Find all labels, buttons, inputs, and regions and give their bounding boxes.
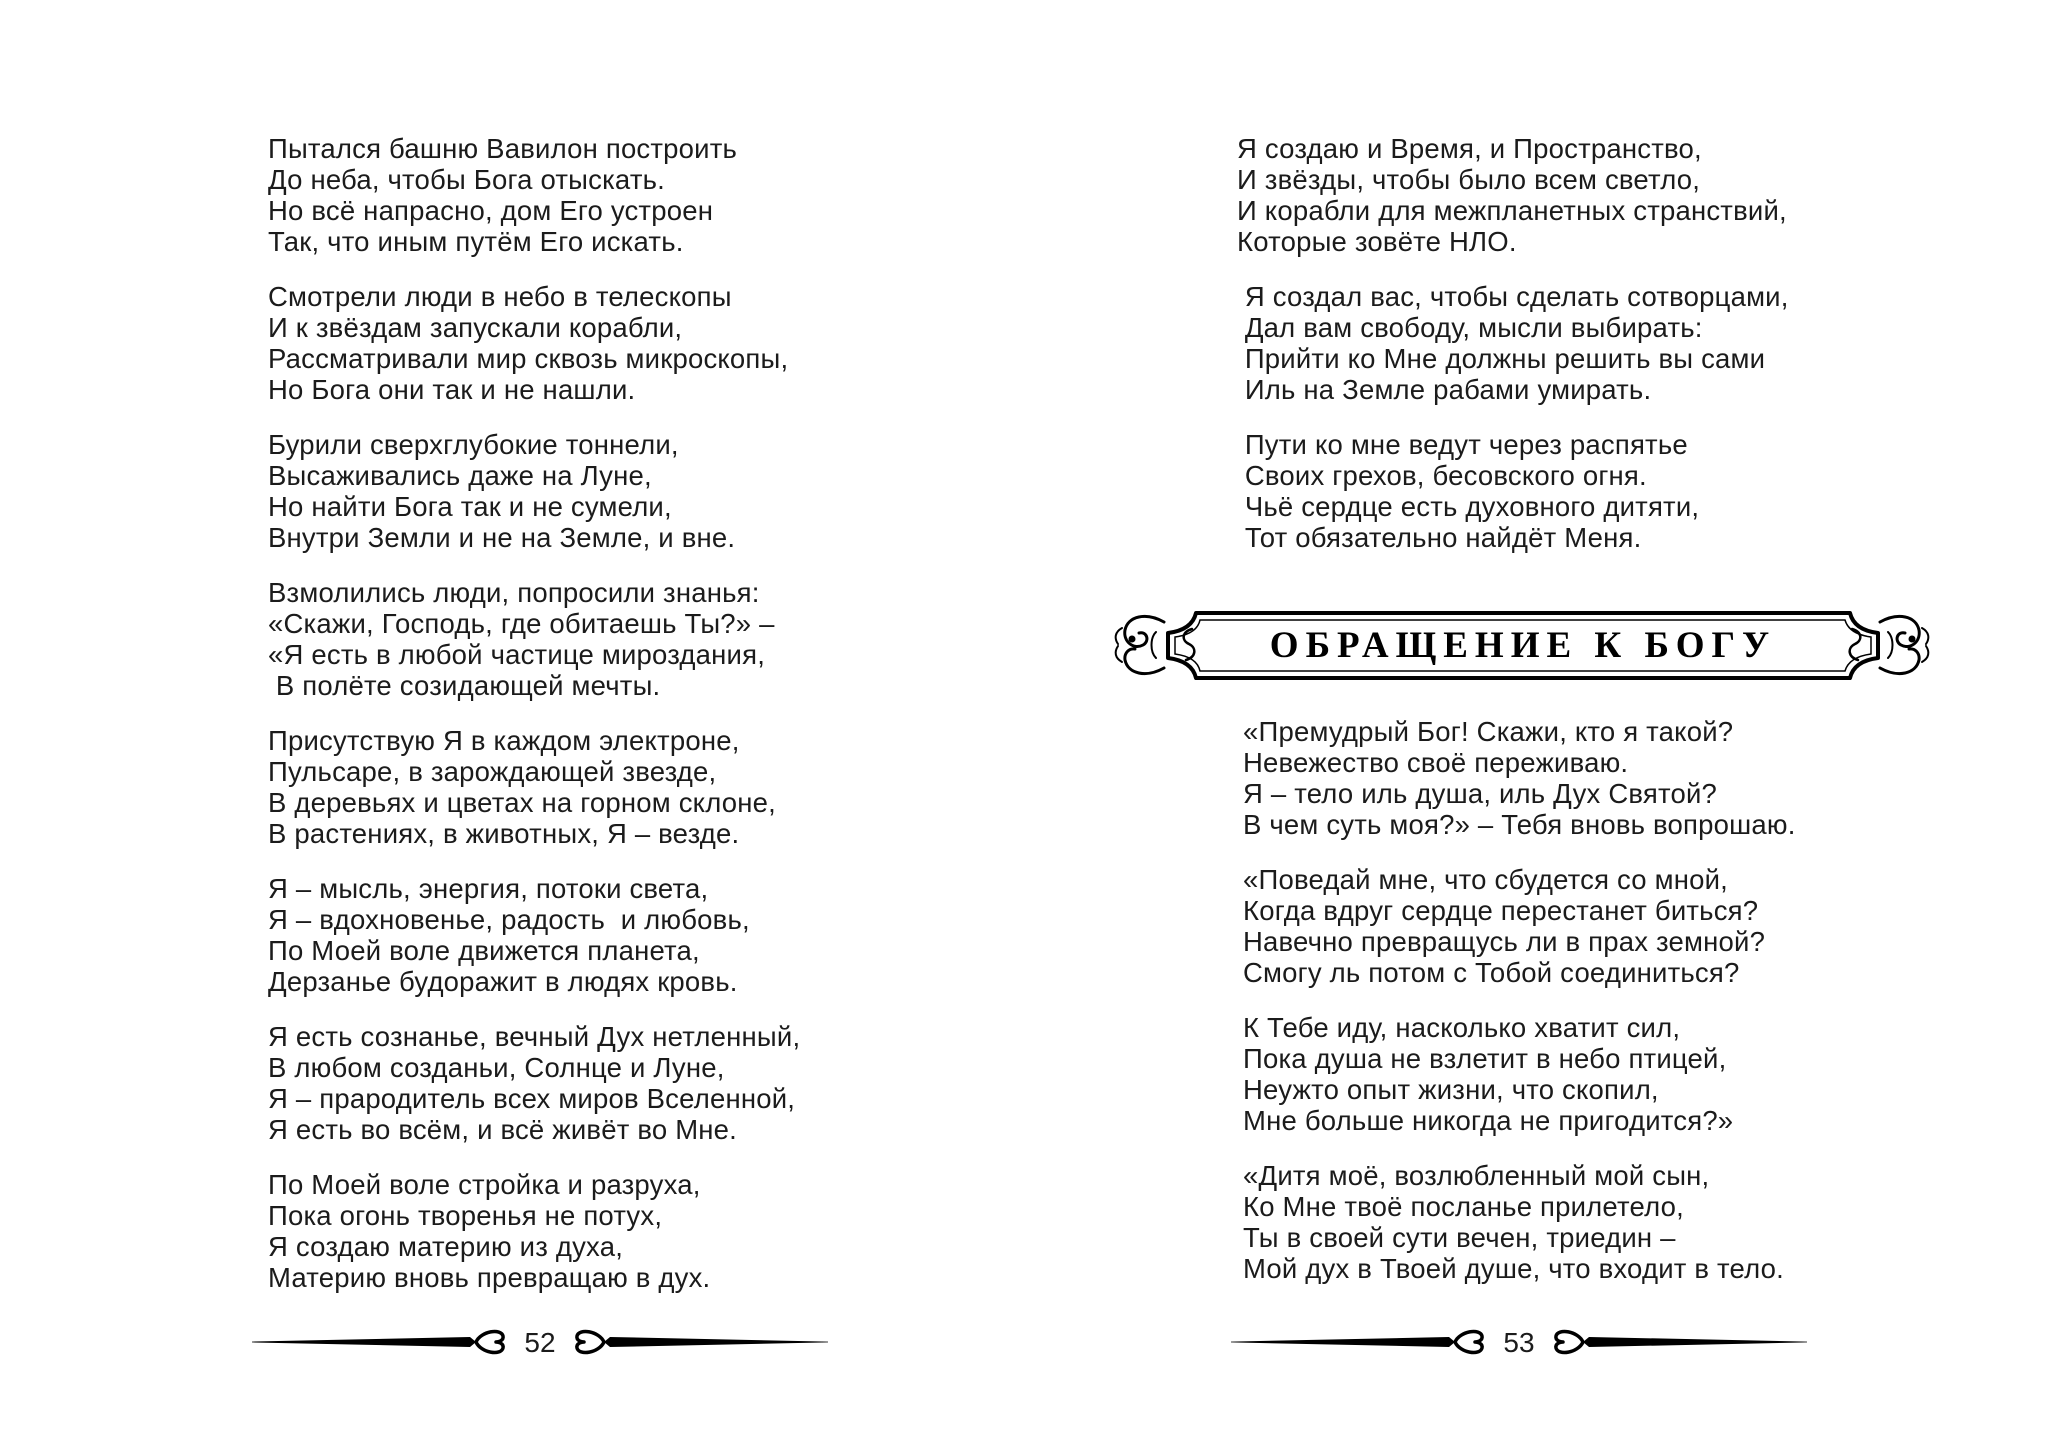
poem-line: Чьё сердце есть духовного дитяти, xyxy=(1237,491,1700,522)
heart-arrow-left-icon xyxy=(1455,1331,1482,1352)
poem-line: Так, что иным путём Его искать. xyxy=(268,226,684,257)
poem-line: Но всё напрасно, дом Его устроен xyxy=(268,195,714,226)
poem-stanza xyxy=(1243,864,1893,988)
poem-line: Присутствую Я в каждом электроне, xyxy=(268,725,740,756)
footer-rule-right-taper xyxy=(1583,1337,1807,1347)
poem-line: Неужто опыт жизни, что скопил, xyxy=(1243,1074,1659,1105)
poem-stanza xyxy=(1237,429,1887,553)
poem-line: Смогу ль потом с Тобой соединиться? xyxy=(1243,957,1740,988)
poem-line: Я – прародитель всех миров Вселенной, xyxy=(268,1083,796,1114)
poem-line: Я создал вас, чтобы сделать сотворцами, xyxy=(1237,281,1789,312)
poem-line: Пульсаре, в зарождающей звезде, xyxy=(268,756,717,787)
poem-line: В деревьях и цветах на горном склоне, xyxy=(268,787,776,818)
poem-line: Мой дух в Твоей душе, что входит в тело. xyxy=(1243,1253,1785,1284)
poem-stanza xyxy=(268,281,918,405)
heart-arrow-right-icon xyxy=(1556,1331,1583,1352)
poem-line: Я есть во всём, и всё живёт во Мне. xyxy=(268,1114,738,1145)
poem-line: Я – вдохновенье, радость и любовь, xyxy=(268,904,750,935)
poem-line: Навечно превращусь ли в прах земной? xyxy=(1243,926,1766,957)
right-page-poem-text-lower xyxy=(1243,716,1893,1308)
poem-stanza xyxy=(1243,1012,1893,1136)
page-number: 53 xyxy=(1503,1327,1535,1358)
poem-line: И корабли для межпланетных странствий, xyxy=(1237,195,1787,226)
footer-rule-right-taper xyxy=(604,1337,828,1347)
poem-stanza xyxy=(1243,1160,1893,1284)
poem-line: Ко Мне твоё посланье прилетело, xyxy=(1243,1191,1684,1222)
poem-line: Но Бога они так и не нашли. xyxy=(268,374,636,405)
poem-stanza xyxy=(268,133,918,257)
poem-stanza xyxy=(268,577,918,701)
poem-line: Рассматривали мир сквозь микроскопы, xyxy=(268,343,789,374)
poem-line: Я есть сознанье, вечный Дух нетленный, xyxy=(268,1021,801,1052)
poem-line: Дал вам свободу, мысли выбирать: xyxy=(1237,312,1703,343)
poem-line: Своих грехов, бесовского огня. xyxy=(1237,460,1647,491)
poem-line: Материю вновь превращаю в дух. xyxy=(268,1262,711,1293)
poem-line: Я создаю материю из духа, xyxy=(268,1231,624,1262)
poem-line: По Моей воле стройка и разруха, xyxy=(268,1169,701,1200)
poem-line: «Поведай мне, что сбудется со мной, xyxy=(1243,864,1729,895)
poem-line: В полёте созидающей мечты. xyxy=(268,670,661,701)
footer-rule-left-taper xyxy=(252,1337,476,1347)
poem-line: Пытался башню Вавилон построить xyxy=(268,133,738,164)
poem-line: Иль на Земле рабами умирать. xyxy=(1237,374,1652,405)
right-page-footer-rule xyxy=(1229,1322,1809,1362)
poem-stanza xyxy=(268,725,918,849)
poem-line: И к звёздам запускали корабли, xyxy=(268,312,683,343)
poem-line: «Дитя моё, возлюбленный мой сын, xyxy=(1243,1160,1710,1191)
poem-line: Когда вдруг сердце перестанет биться? xyxy=(1243,895,1759,926)
poem-line: Я – мысль, энергия, потоки света, xyxy=(268,873,709,904)
poem-line: До неба, чтобы Бога отыскать. xyxy=(268,164,665,195)
heart-arrow-right-icon xyxy=(577,1331,604,1352)
poem-stanza xyxy=(268,429,918,553)
poem-line: Пока душа не взлетит в небо птицей, xyxy=(1243,1043,1727,1074)
heart-arrow-left-icon xyxy=(476,1331,503,1352)
poem-line: «Скажи, Господь, где обитаешь Ты?» – xyxy=(268,608,775,639)
poem-line: «Премудрый Бог! Скажи, кто я такой? xyxy=(1243,716,1734,747)
poem-line: Пути ко мне ведут через распятье xyxy=(1237,429,1688,460)
poem-stanza xyxy=(1243,716,1893,840)
left-page-footer-rule xyxy=(250,1322,830,1362)
poem-line: По Моей воле движется планета, xyxy=(268,935,700,966)
poem-line: Смотрели люди в небо в телескопы xyxy=(268,281,732,312)
poem-stanza xyxy=(1237,281,1887,405)
footer-rule-left-taper xyxy=(1231,1337,1455,1347)
poem-line: Высаживались даже на Луне, xyxy=(268,460,652,491)
poem-stanza xyxy=(268,873,918,997)
poem-line: В любом созданьи, Солнце и Луне, xyxy=(268,1052,725,1083)
poem-line: Прийти ко Мне должны решить вы сами xyxy=(1237,343,1766,374)
section-heading: ОБРАЩЕНИЕ К БОГУ xyxy=(1269,625,1777,666)
poem-stanza xyxy=(268,1169,918,1293)
poem-line: И звёзды, чтобы было всем светло, xyxy=(1237,164,1701,195)
poem-line: Невежество своё переживаю. xyxy=(1243,747,1629,778)
poem-line: Я создаю и Время, и Пространство, xyxy=(1237,133,1702,164)
poem-line: Дерзанье будоражит в людях кровь. xyxy=(268,966,738,997)
poem-line: К Тебе иду, насколько хватит сил, xyxy=(1243,1012,1681,1043)
poem-line: «Я есть в любой частице мироздания, xyxy=(268,639,766,670)
right-page-poem-text-upper xyxy=(1237,133,1887,577)
poem-line: Взмолились люди, попросили знанья: xyxy=(268,577,760,608)
poem-line: Тот обязательно найдёт Меня. xyxy=(1237,522,1642,553)
poem-line: Я – тело иль душа, иль Дух Святой? xyxy=(1243,778,1718,809)
poem-line: Внутри Земли и не на Земле, и вне. xyxy=(268,522,736,553)
left-page-poem-text xyxy=(268,133,918,1317)
poem-line: В чем суть моя?» – Тебя вновь вопрошаю. xyxy=(1243,809,1796,840)
poem-line: В растениях, в животных, Я – везде. xyxy=(268,818,740,849)
poem-line: Ты в своей сути вечен, триедин – xyxy=(1243,1222,1676,1253)
poem-line: Но найти Бога так и не сумели, xyxy=(268,491,672,522)
poem-line: Бурили сверхглубокие тоннели, xyxy=(268,429,679,460)
poem-line: Которые зовёте НЛО. xyxy=(1237,226,1517,257)
poem-line: Пока огонь творенья не потух, xyxy=(268,1200,663,1231)
section-banner xyxy=(1112,606,1932,684)
poem-stanza xyxy=(268,1021,918,1145)
page-number: 52 xyxy=(524,1327,556,1358)
poem-stanza xyxy=(1237,133,1887,257)
poem-line: Мне больше никогда не пригодится?» xyxy=(1243,1105,1734,1136)
